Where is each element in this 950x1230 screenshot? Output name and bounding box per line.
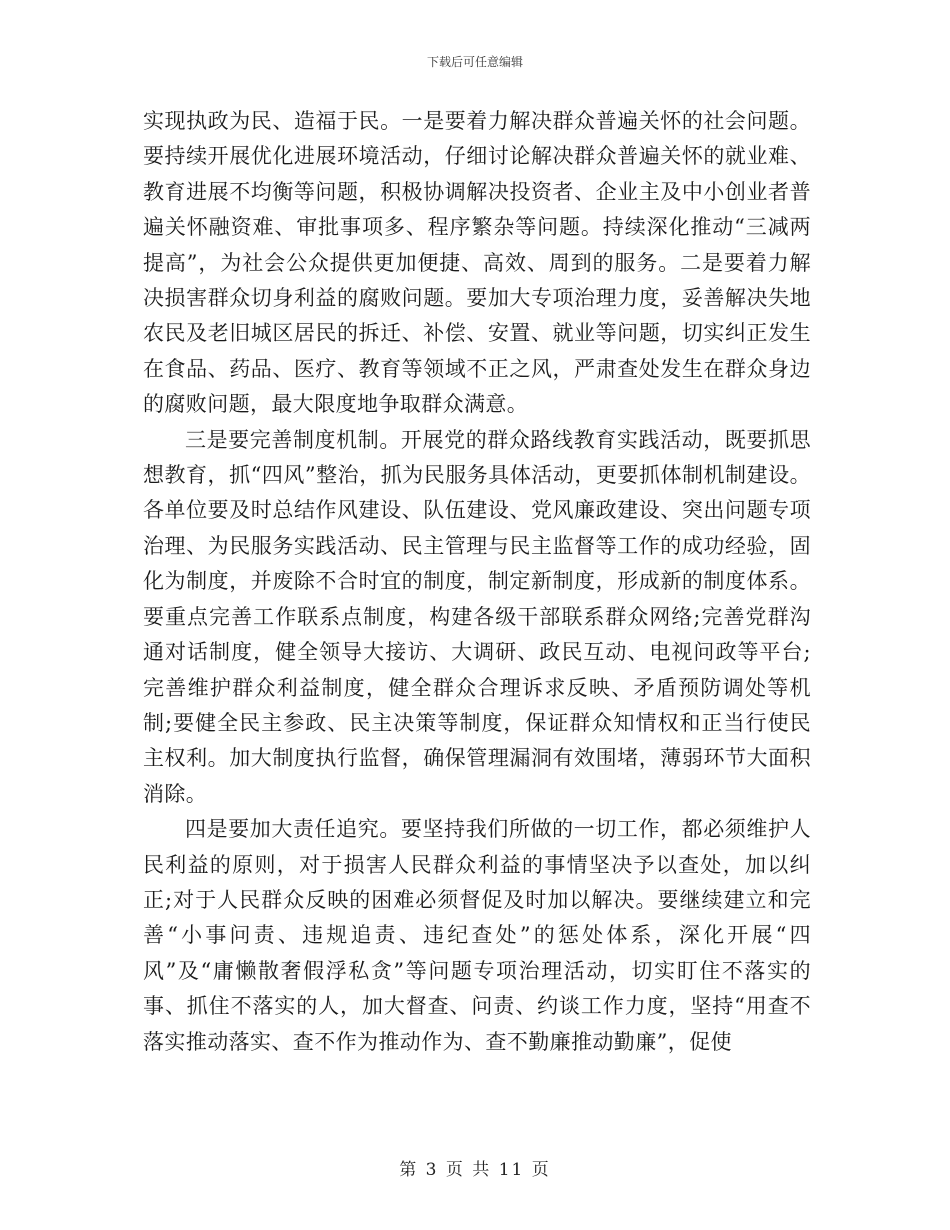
document-body [143, 104, 811, 1060]
paragraph-2: 三是要完善制度机制。开展党的群众路线教育实践活动，既要抓思想教育，抓“四风”整治，抓为民服务具体活动，更要抓体制机制建设。各单位要及时总结作风建设、队伍建设、党风廉政建设、突出问题专项治理、为民服务实践活动、民主管理与民主监督等工作的成功经验，固化为制度，并废除不合时宜的制度，制定新制度，形成新的制度体系。要重点完善工作联系点制度，构建各级干部联系群众网络;完善党群沟通对话制度，健全领导大接访、大调研、政民互动、电视问政等平台;完善维护群众利益制度，健全群众合理诉求反映、矛盾预防调处等机制;要健全民主参政、民主决策等制度，保证群众知情权和正当行使民主权利。加大制度执行监督，确保管理漏洞有效围堵，薄弱环节大面积消除。 [143, 427, 811, 806]
paragraph-3: 四是要加大责任追究。要坚持我们所做的一切工作，都必须维护人民利益的原则，对于损害人民群众利益的事情坚决予以查处，加以纠正;对于人民群众反映的困难必须督促及时加以解决。要继续建立和完善“小事问责、违规追责、违纪查处”的惩处体系，深化开展“四风”及“庸懒散奢假浮私贪”等问题专项治理活动，切实盯住不落实的事、抓住不落实的人，加大督查、问责、约谈工作力度，坚持“用查不落实推动落实、查不作为推动作为、查不勤廉推动勤廉”，促使 [143, 817, 811, 1054]
page-header: 下载后可任意编辑 [426, 55, 523, 69]
page-number-footer: 第 3 页 共 11 页 [399, 1160, 551, 1180]
paragraph-1: 实现执政为民、造福于民。一是要着力解决群众普遍关怀的社会问题。要持续开展优化进展环境活动，仔细讨论解决群众普遍关怀的就业难、教育进展不均衡等问题，积极协调解决投资者、企业主及中小创业者普遍关怀融资难、审批事项多、程序繁杂等问题。持续深化推动“三减两提高”，为社会公众提供更加便捷、高效、周到的服务。二是要着力解决损害群众切身利益的腐败问题。要加大专项治理力度，妥善解决失地农民及老旧城区居民的拆迁、补偿、安置、就业等问题，切实纠正发生在食品、药品、医疗、教育等领域不正之风，严肃查处发生在群众身边的腐败问题，最大限度地争取群众满意。 [143, 109, 811, 417]
